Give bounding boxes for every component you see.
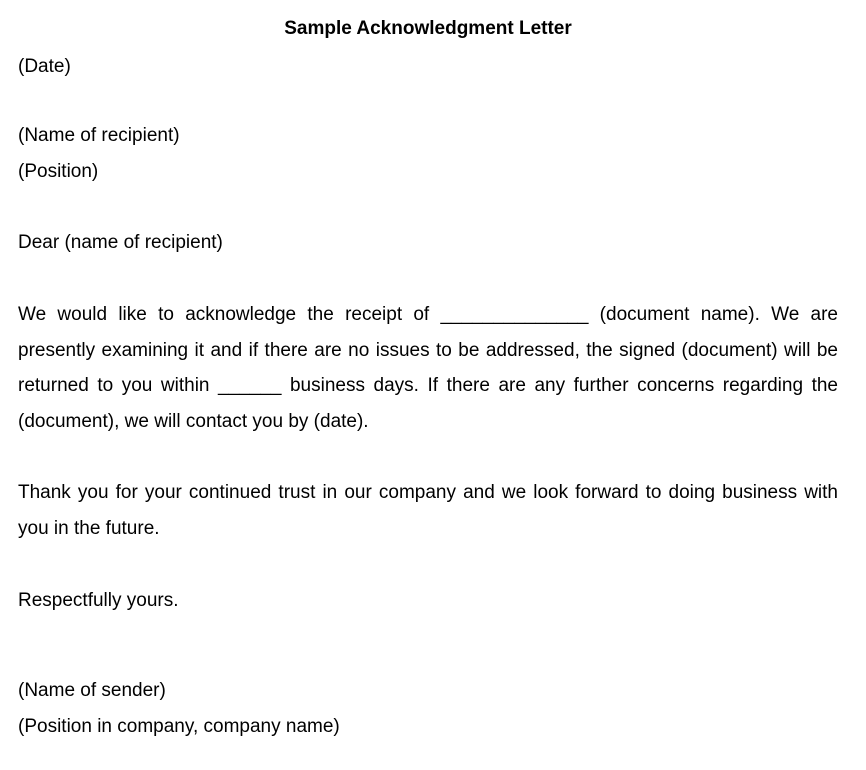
closing-line: Respectfully yours. bbox=[18, 590, 179, 611]
recipient-position-line: (Position) bbox=[18, 161, 99, 182]
letter-title: Sample Acknowledgment Letter bbox=[284, 18, 572, 39]
date-line: (Date) bbox=[18, 56, 71, 77]
body-paragraph-acknowledgment: We would like to acknowledge the receipt of ______________ (document name). We are presently examining it and if there are no issues to be addressed, the signed (document) will be returned to you within ______ business days. If there are any further concerns regarding the (document), we will contact you by (date). bbox=[18, 304, 838, 432]
sender-name-line: (Name of sender) bbox=[18, 680, 166, 701]
body-paragraph-thanks: Thank you for your continued trust in our company and we look forward to doing business with you in the future. bbox=[18, 482, 838, 539]
salutation-line: Dear (name of recipient) bbox=[18, 232, 223, 253]
recipient-name-line: (Name of recipient) bbox=[18, 125, 180, 146]
sender-position-line: (Position in company, company name) bbox=[18, 716, 340, 737]
